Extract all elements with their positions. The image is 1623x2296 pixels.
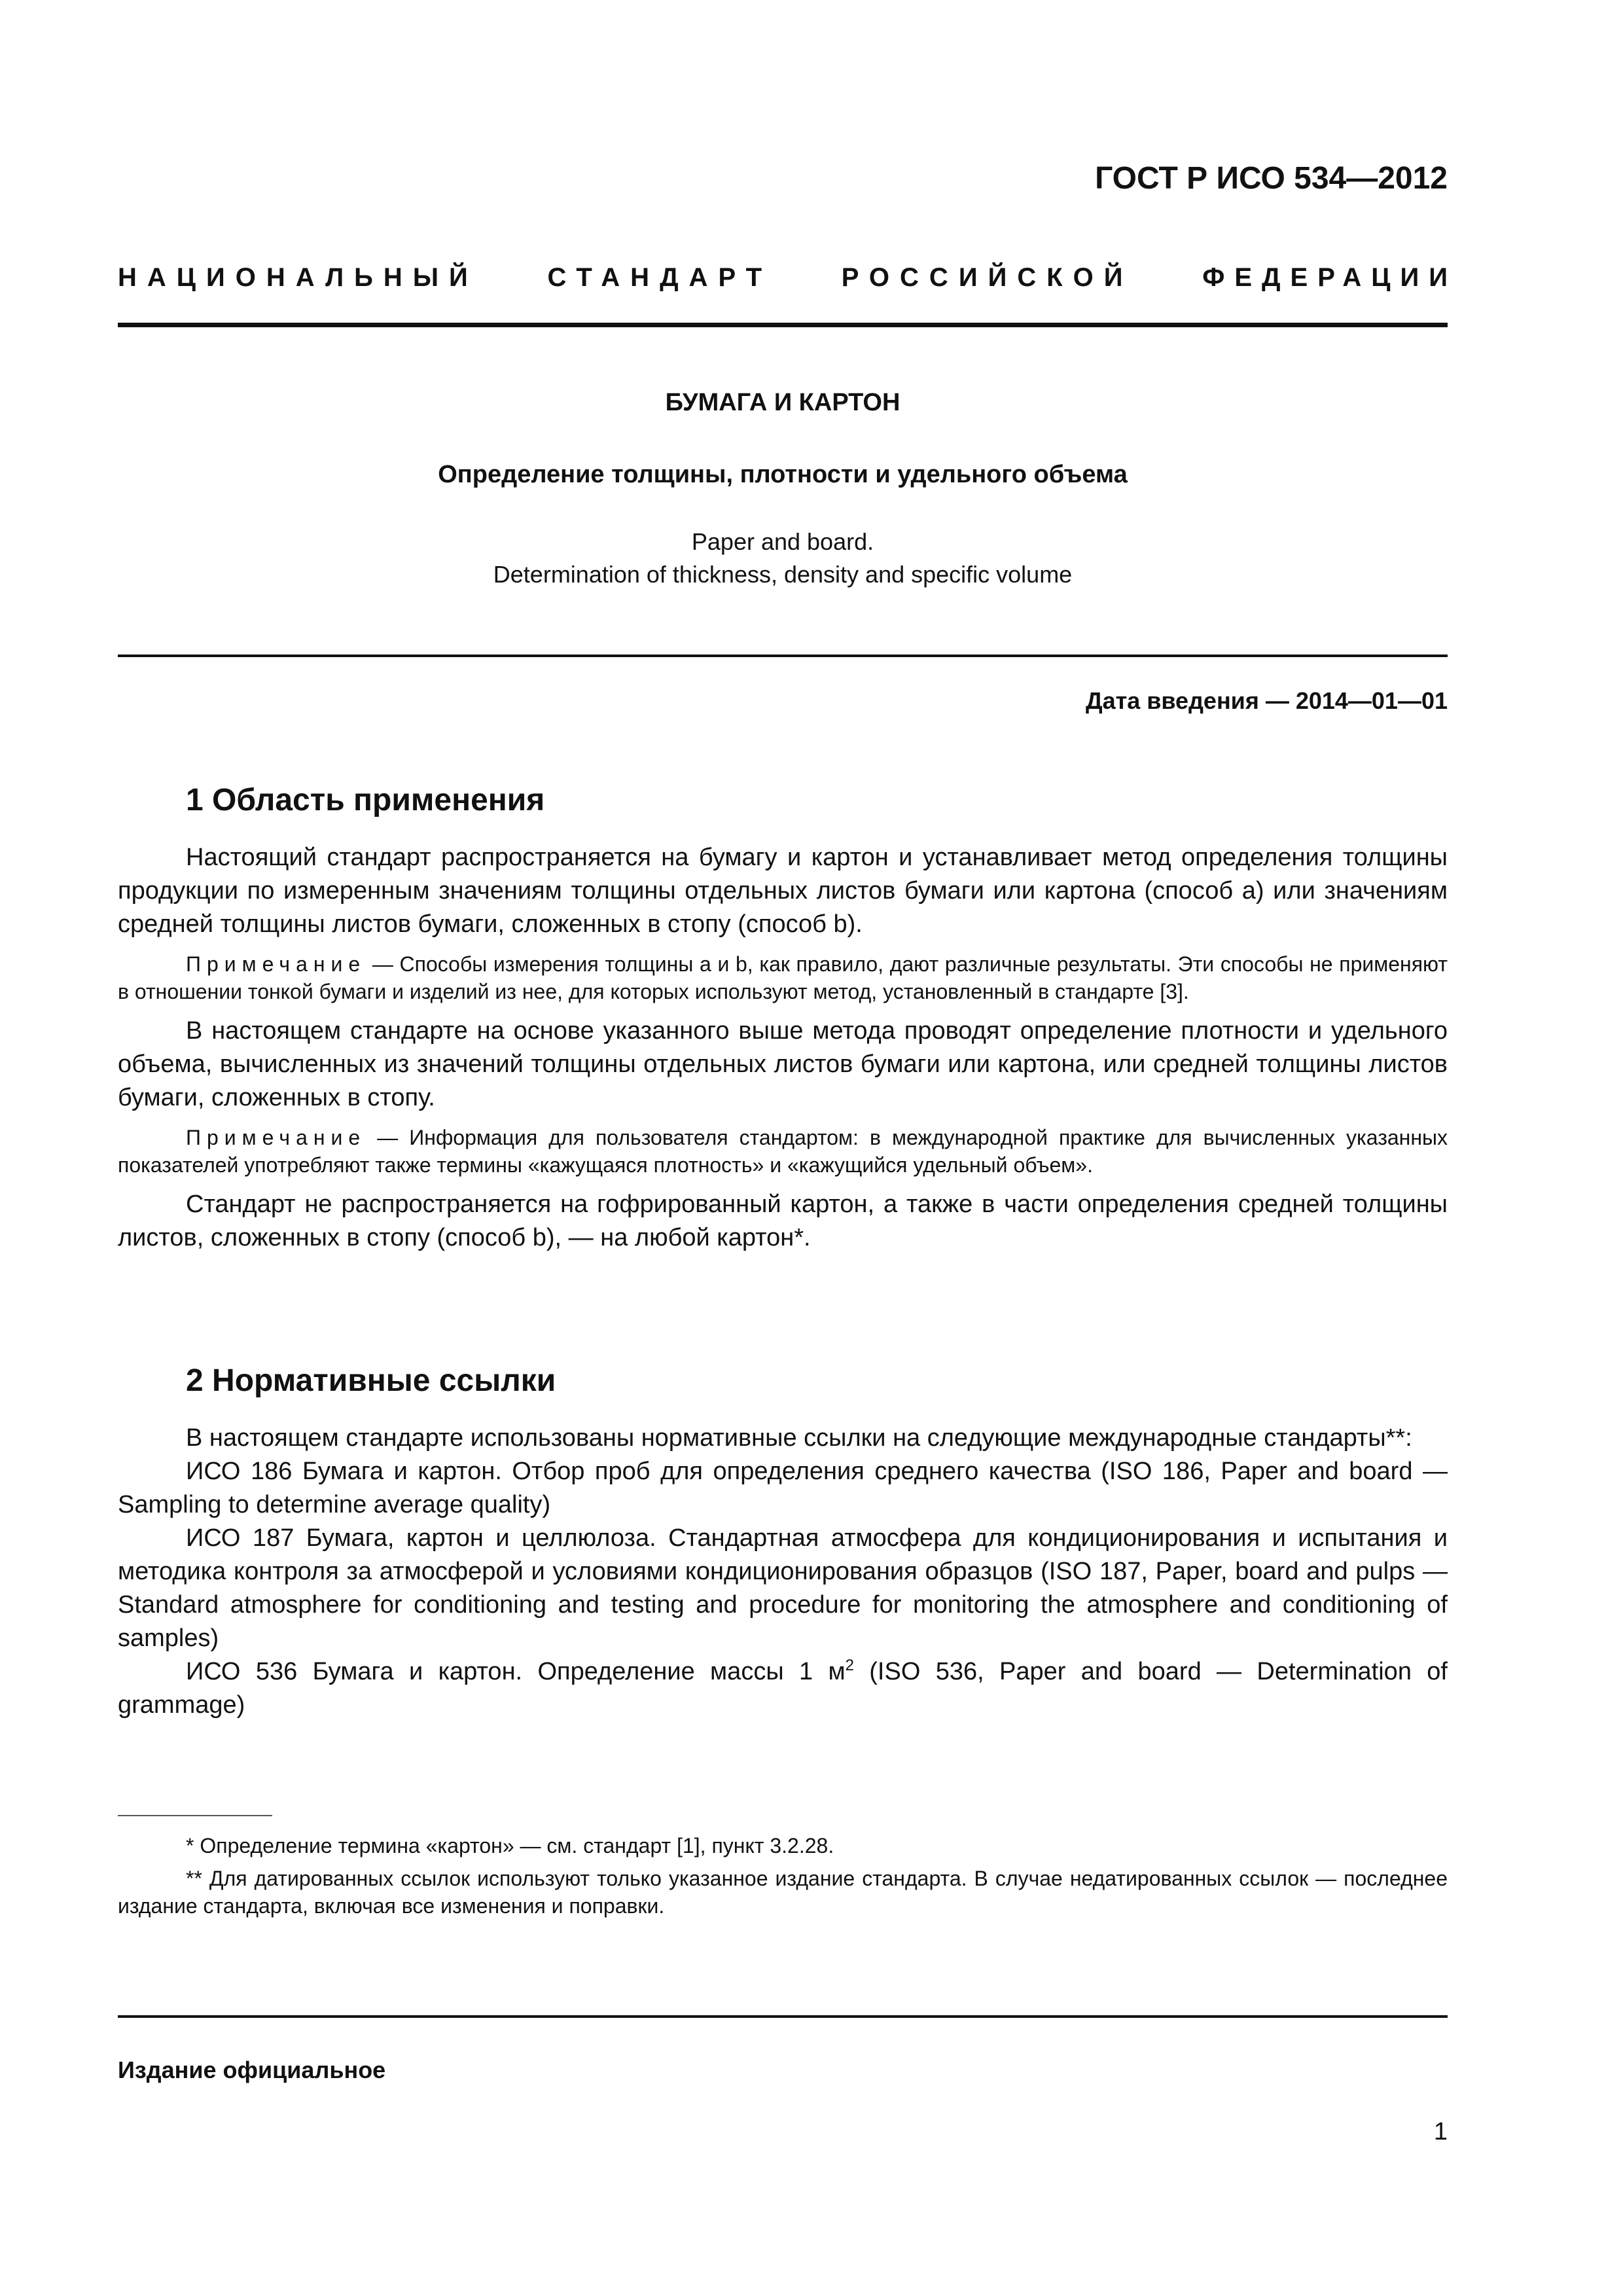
- document-title: БУМАГА И КАРТОН: [665, 389, 901, 416]
- reference-item: [118, 1655, 1448, 1722]
- official-edition-label: Издание официальное: [118, 2056, 386, 2083]
- footnotes: [118, 1832, 1448, 1925]
- english-title-line: Paper and board.: [691, 528, 874, 555]
- national-title-word: НАЦИОНАЛЬНЫЙ: [118, 263, 478, 292]
- reference-text: (ISO 536, Paper and board — Determination of grammage): [118, 1658, 1448, 1719]
- document-subtitle: Определение толщины, плотности и удельного объема: [438, 461, 1128, 488]
- footnote: ** Для датированных ссылок используют только указанное издание стандарта. В случае недатированных ссылок — последнее издание стандарта, включая все изменения и поправки.: [118, 1867, 1448, 1918]
- document-code: ГОСТ Р ИСО 534—2012: [1095, 161, 1448, 196]
- page-number: 1: [1433, 2118, 1448, 2145]
- national-title-word: РОССИЙСКОЙ: [841, 263, 1133, 292]
- english-title: [118, 526, 1448, 591]
- footnote-separator: [118, 1815, 272, 1816]
- national-title-word: СТАНДАРТ: [547, 263, 773, 292]
- paragraph: Стандарт не распространяется на гофрированный картон, а также в части определения средней толщины листов, сложенных в стопу (способ b), — на любой картон*.: [118, 1191, 1448, 1251]
- reference-text: ИСО 536 Бумага и картон. Определение массы 1 м: [186, 1658, 846, 1685]
- section-1-heading: 1 Область применения: [186, 783, 545, 817]
- note-paragraph: [118, 950, 1448, 1005]
- header-rule: [118, 323, 1448, 327]
- note-text: — Информация для пользователя стандартом: в международной практике для вычисленных указанных показателей употребляют также термины «кажущаяся плотность» и «кажущийся удельный объем».: [118, 1126, 1448, 1177]
- section-2-heading: 2 Нормативные ссылки: [186, 1363, 556, 1398]
- note-label: Примечание: [186, 952, 366, 976]
- superscript: 2: [845, 1657, 854, 1674]
- reference-item: ИСО 187 Бумага, картон и целлюлоза. Стандартная атмосфера для кондиционирования и испытания и методика контроля за атмосферой и условиями кондиционирования образцов (ISO 187, Paper, board and pulps — Standard atmosphere for conditioning and testing and procedure for monitoring the atmosphere and conditioning of samples): [118, 1524, 1448, 1652]
- english-title-line: Determination of thickness, density and specific volume: [493, 561, 1073, 588]
- section-1-body: [118, 841, 1448, 1264]
- national-title-word: ФЕДЕРАЦИИ: [1202, 263, 1457, 292]
- paragraph: Настоящий стандарт распространяется на бумагу и картон и устанавливает метод определения толщины продукции по измеренным значениям толщины отдельных листов бумаги или картона (способ а) или значениям средней толщины листов бумаги, сложенных в стопу (способ b).: [118, 844, 1448, 938]
- reference-item: ИСО 186 Бумага и картон. Отбор проб для определения среднего качества (ISO 186, Paper and board — Sampling to determine average quality): [118, 1458, 1448, 1518]
- note-paragraph: [118, 1124, 1448, 1179]
- section-2-body: [118, 1422, 1448, 1722]
- note-text: — Способы измерения толщины а и b, как правило, дают различные результаты. Эти способы не применяют в отношении тонкой бумаги и изделий из нее, для которых используют метод, установленный в стандарте [3].: [118, 952, 1448, 1003]
- introduction-date: Дата введения — 2014—01—01: [1085, 687, 1448, 714]
- paragraph: В настоящем стандарте на основе указанного выше метода проводят определение плотности и удельного объема, вычисленных из значений толщины отдельных листов бумаги или картона, или средней толщины листов бумаги, сложенных в стопу.: [118, 1017, 1448, 1111]
- title-rule: [118, 655, 1448, 657]
- note-label: Примечание: [186, 1126, 366, 1149]
- paragraph: В настоящем стандарте использованы нормативные ссылки на следующие международные стандарты**:: [186, 1424, 1412, 1452]
- footnote: * Определение термина «картон» — см. стандарт [1], пункт 3.2.28.: [186, 1834, 834, 1857]
- footer-rule: [118, 2015, 1448, 2018]
- national-standard-title: [118, 263, 1457, 293]
